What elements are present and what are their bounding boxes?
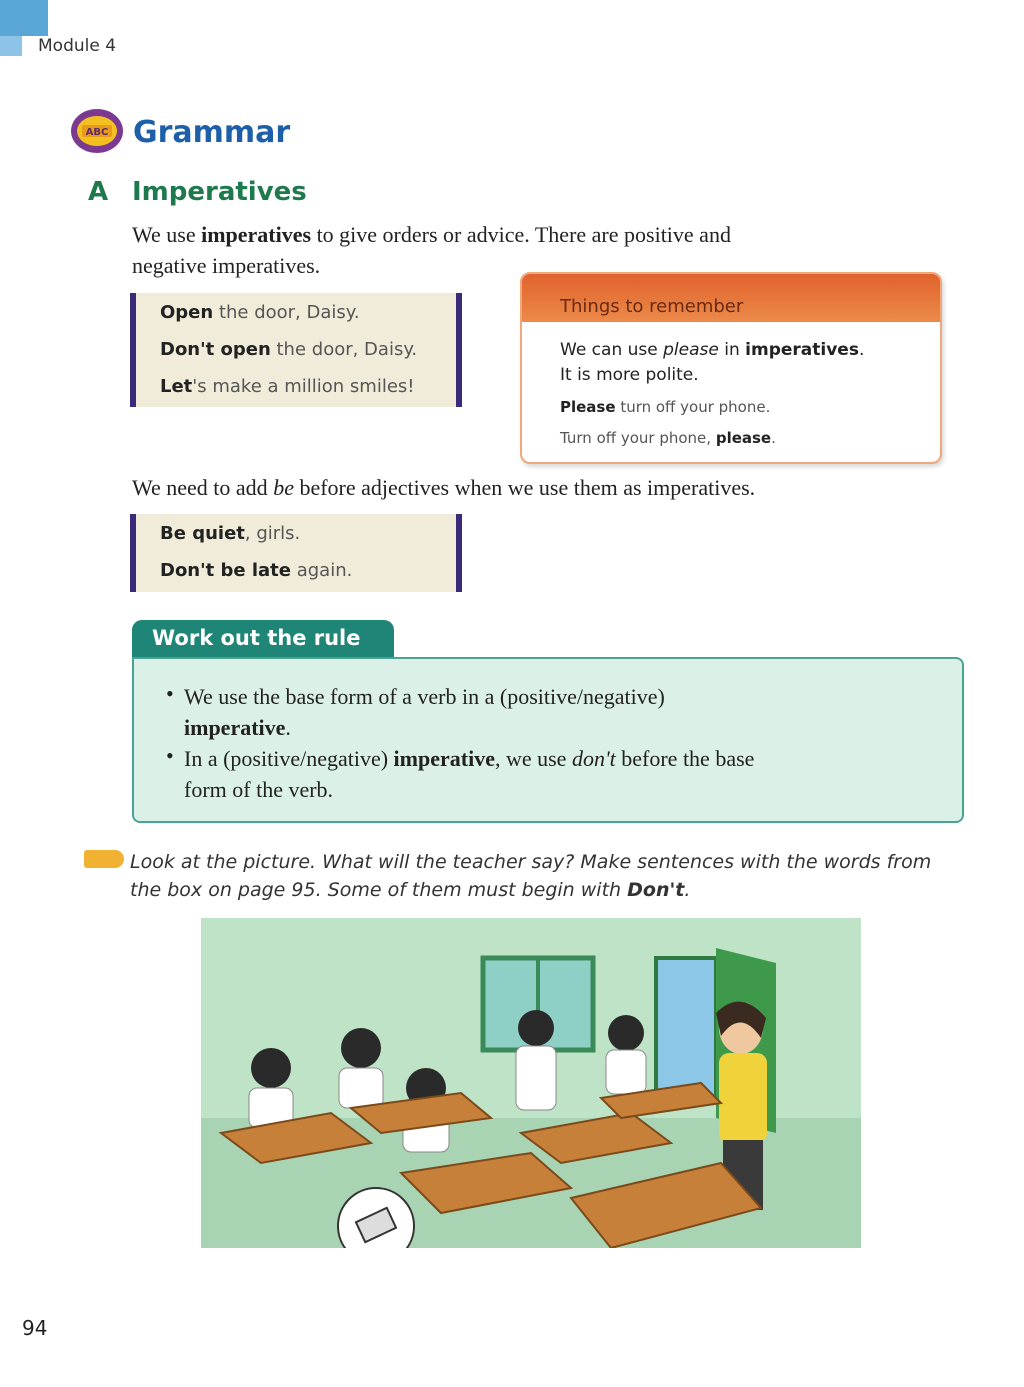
- rule-item-1: We use the base form of a verb in a (positive/negative) imperative.: [184, 684, 665, 740]
- work-out-rule-box: [132, 657, 964, 823]
- section-title: Grammar: [133, 115, 291, 150]
- example-line: Don't open the door, Daisy.: [160, 339, 418, 360]
- things-to-remember-box: [520, 272, 942, 464]
- example-line: Open the door, Daisy.: [160, 302, 360, 323]
- remember-line1: We can use please in imperatives.: [560, 340, 865, 360]
- remember-line2: It is more polite.: [560, 365, 699, 385]
- things-to-remember-title: Things to remember: [560, 296, 744, 317]
- bullet-icon: •: [166, 743, 174, 768]
- svg-text:ABC: ABC: [85, 127, 109, 138]
- remember-example-1: Please turn off your phone.: [560, 398, 771, 416]
- classroom-illustration: [201, 918, 861, 1248]
- example-line: Let's make a million smiles!: [160, 376, 415, 397]
- subsection-letter: A: [88, 177, 109, 207]
- remember-example-2: Turn off your phone, please.: [560, 429, 776, 447]
- module-label: Module 4: [38, 36, 117, 56]
- work-out-rule-tab: [132, 620, 394, 660]
- rule-item-2: In a (positive/negative) imperative, we use don't before the base form of the verb.: [184, 746, 755, 802]
- exercise-instruction: Look at the picture. What will the teacher say? Make sentences with the words from the box on page 95. Some of them must begin with Don't.: [130, 851, 932, 901]
- subsection-title: Imperatives: [132, 177, 307, 207]
- intro-keyword: imperatives: [201, 222, 312, 247]
- exercise-tag-icon: [84, 850, 124, 868]
- example-box-1: [130, 293, 462, 407]
- example-line: Don't be late again.: [160, 560, 353, 581]
- example-box-2: [130, 514, 462, 592]
- intro-line1: to give orders or advice. There are positive and: [316, 222, 731, 247]
- intro-line2: negative imperatives.: [132, 253, 321, 278]
- intro-lead: We use: [132, 222, 196, 247]
- corner-accent-light: [0, 36, 22, 56]
- adjective-paragraph: We need to add be before adjectives when we use them as imperatives.: [132, 475, 756, 500]
- page-number: 94: [22, 1316, 48, 1340]
- bullet-icon: •: [166, 681, 174, 706]
- example-line: Be quiet, girls.: [160, 523, 301, 544]
- grammar-badge-icon: [70, 108, 124, 154]
- corner-accent: [0, 0, 48, 36]
- things-to-remember-header: [522, 274, 940, 322]
- work-out-rule-title: Work out the rule: [152, 626, 361, 650]
